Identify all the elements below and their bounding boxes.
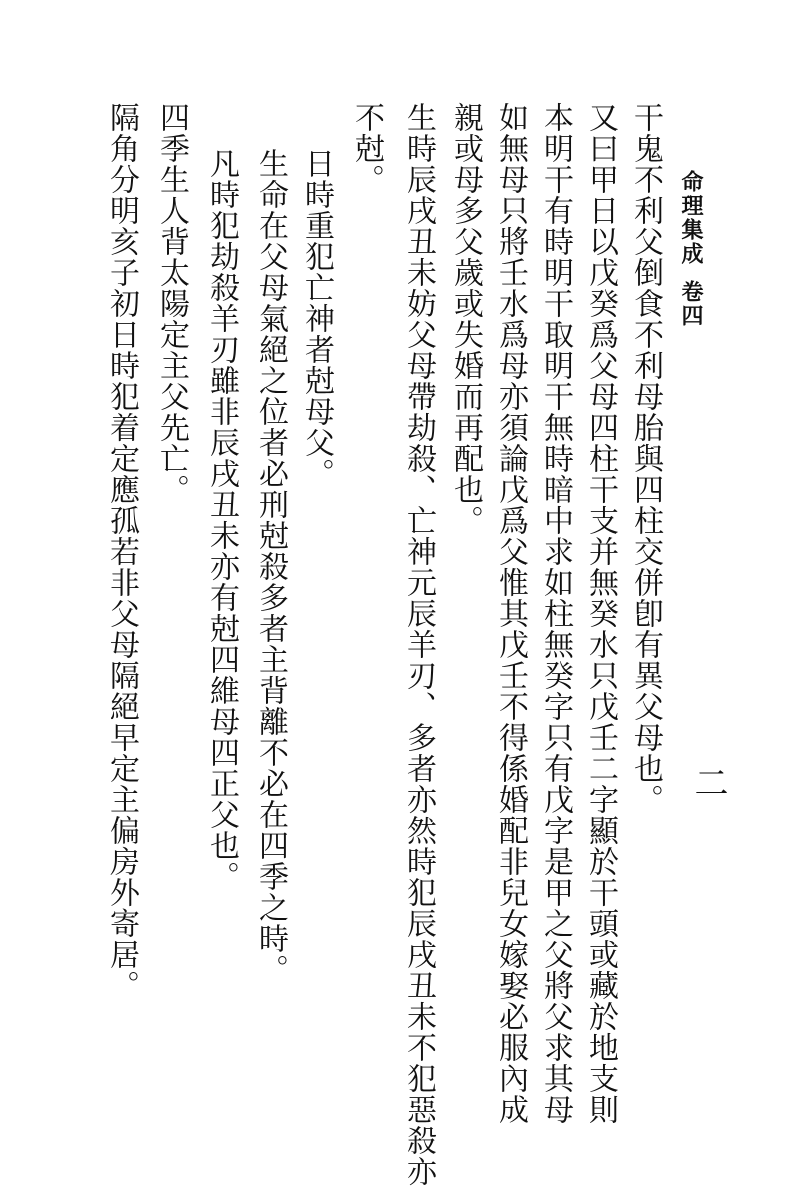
text-column-4: 如無母只將壬水爲母亦須論戊爲父惟其戊壬不得係婚配非兒女嫁娶必服內成 bbox=[493, 102, 528, 1125]
text-column-2: 又曰甲日以戊癸爲父母四柱干支并無癸水只戊壬二字顯於干頭或藏於地支則 bbox=[583, 102, 618, 1125]
text-column-7: 不尅。 bbox=[349, 102, 384, 195]
page-number: 二 bbox=[688, 765, 728, 799]
volume-label: 卷四 bbox=[678, 280, 704, 328]
text-column-5: 親或母多父歲或失婚而再配也。 bbox=[448, 102, 483, 536]
text-column-9: 生命在父母氣絕之位者必刑尅殺多者主背離不必在四季之時。 bbox=[253, 148, 288, 985]
text-column-3: 本明干有時明干取明干無時暗中求如柱無癸字只有戊字是甲之父將父求其母 bbox=[538, 102, 573, 1125]
text-column-1: 干鬼不利父倒食不利母胎與四柱交併卽有異父母也。 bbox=[628, 102, 663, 815]
book-title: 命理集成 bbox=[678, 170, 704, 266]
text-column-6: 生時辰戌丑未妨父母帶劫殺、亡神元辰羊刃、多者亦然時犯辰戌丑未不犯惡殺亦 bbox=[401, 102, 436, 1187]
running-header bbox=[676, 170, 707, 328]
text-column-12: 隔角分明亥子初日時犯着定應孤若非父母隔絕早定主偏房外寄居。 bbox=[104, 102, 139, 1001]
text-column-8: 日時重犯亡神者尅母父。 bbox=[299, 148, 334, 489]
text-column-11: 四季生人背太陽定主父先亡。 bbox=[154, 102, 189, 505]
text-column-10: 凡時犯劫殺羊刃雖非辰戌丑未亦有尅四維母四正父也。 bbox=[204, 148, 239, 892]
